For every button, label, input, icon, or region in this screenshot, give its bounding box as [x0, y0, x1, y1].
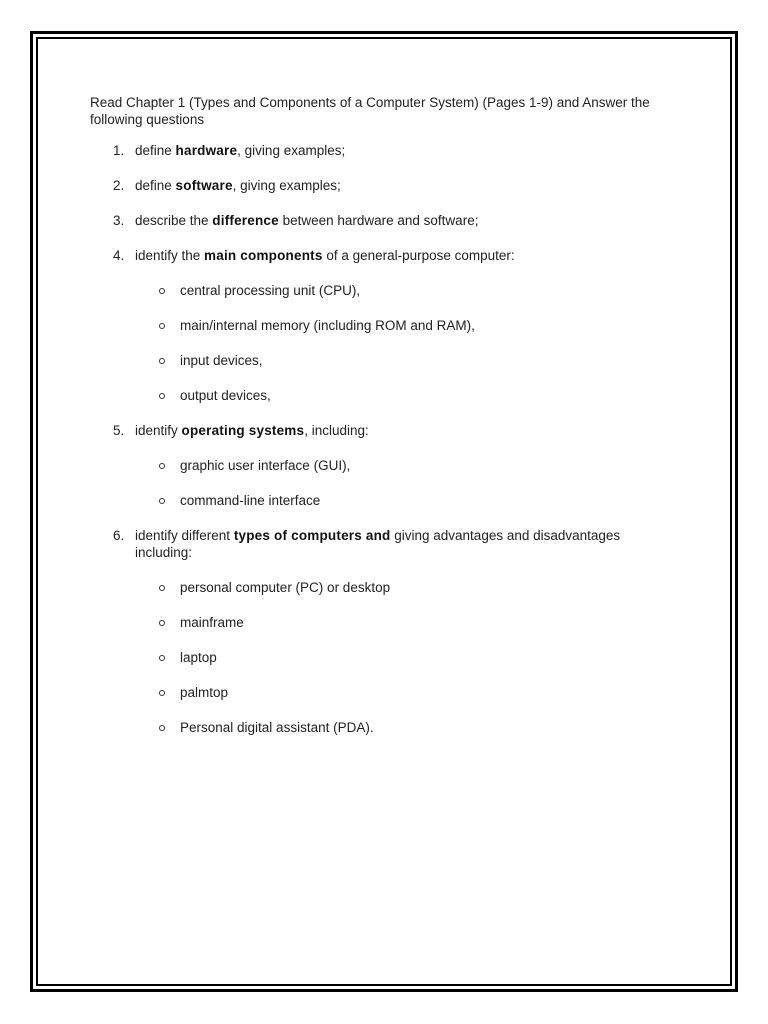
sub-list — [135, 282, 690, 404]
question-number: 1. — [113, 143, 125, 158]
circle-bullet-icon — [159, 323, 165, 329]
sub-item-text: output devices, — [180, 388, 271, 403]
question-key-term: difference — [212, 213, 279, 228]
circle-bullet-icon — [159, 655, 165, 661]
question-text-post: giving advantages and disadvantages including: — [135, 528, 621, 560]
sub-list — [135, 457, 690, 509]
question-number: 2. — [113, 178, 125, 193]
question-key-term: main components — [204, 248, 323, 263]
circle-bullet-icon — [159, 725, 165, 731]
circle-bullet-icon — [159, 620, 165, 626]
sub-list-item — [135, 387, 690, 404]
question-item — [90, 177, 690, 194]
question-key-term: types of computers and — [233, 528, 391, 543]
sub-list-item — [135, 649, 635, 666]
document-content — [90, 94, 690, 754]
question-text-pre: identify — [135, 423, 182, 438]
question-number: 3. — [113, 213, 125, 228]
circle-bullet-icon — [159, 690, 165, 696]
circle-bullet-icon — [159, 498, 165, 504]
question-item — [90, 422, 690, 509]
sub-list — [135, 579, 635, 736]
question-item — [90, 247, 690, 404]
question-text-post: , giving examples; — [232, 178, 341, 193]
sub-list-item — [135, 492, 690, 509]
sub-item-text: laptop — [180, 650, 217, 665]
question-item — [90, 142, 690, 159]
question-list — [90, 142, 690, 736]
question-text-pre: define — [135, 178, 176, 193]
circle-bullet-icon — [159, 463, 165, 469]
sub-list-item — [135, 684, 635, 701]
sub-item-text: Personal digital assistant (PDA). — [180, 720, 374, 735]
question-key-term: operating systems — [181, 423, 305, 438]
question-text-post: of a general-purpose computer: — [322, 248, 515, 263]
sub-item-text: central processing unit (CPU), — [180, 283, 361, 298]
question-key-term: hardware — [175, 143, 238, 158]
sub-list-item — [135, 282, 690, 299]
sub-list-item — [135, 317, 690, 334]
question-number: 4. — [113, 248, 125, 263]
question-key-term: software — [175, 178, 233, 193]
sub-list-item — [135, 719, 635, 736]
sub-list-item — [135, 352, 690, 369]
circle-bullet-icon — [159, 393, 165, 399]
question-item — [90, 527, 635, 736]
question-text-post: , including: — [304, 423, 369, 438]
sub-item-text: mainframe — [180, 615, 244, 630]
sub-item-text: input devices, — [180, 353, 263, 368]
circle-bullet-icon — [159, 585, 165, 591]
intro-paragraph: Read Chapter 1 (Types and Components of a Computer System) (Pages 1-9) and Answer the following questions — [90, 95, 650, 127]
question-text-post: , giving examples; — [237, 143, 346, 158]
sub-list-item — [135, 579, 635, 596]
question-item — [90, 212, 690, 229]
question-text-pre: define — [135, 143, 176, 158]
question-text-pre: identify the — [135, 248, 205, 263]
question-text-post: between hardware and software; — [278, 213, 479, 228]
sub-list-item — [135, 457, 690, 474]
question-text-pre: describe the — [135, 213, 213, 228]
circle-bullet-icon — [159, 358, 165, 364]
sub-item-text: command-line interface — [180, 493, 321, 508]
sub-list-item — [135, 614, 635, 631]
sub-item-text: graphic user interface (GUI), — [180, 458, 351, 473]
sub-item-text: main/internal memory (including ROM and RAM), — [180, 318, 475, 333]
question-number: 6. — [113, 528, 125, 543]
sub-item-text: personal computer (PC) or desktop — [180, 580, 391, 595]
question-text-pre: identify different — [135, 528, 234, 543]
circle-bullet-icon — [159, 288, 165, 294]
question-number: 5. — [113, 423, 125, 438]
sub-item-text: palmtop — [180, 685, 229, 700]
